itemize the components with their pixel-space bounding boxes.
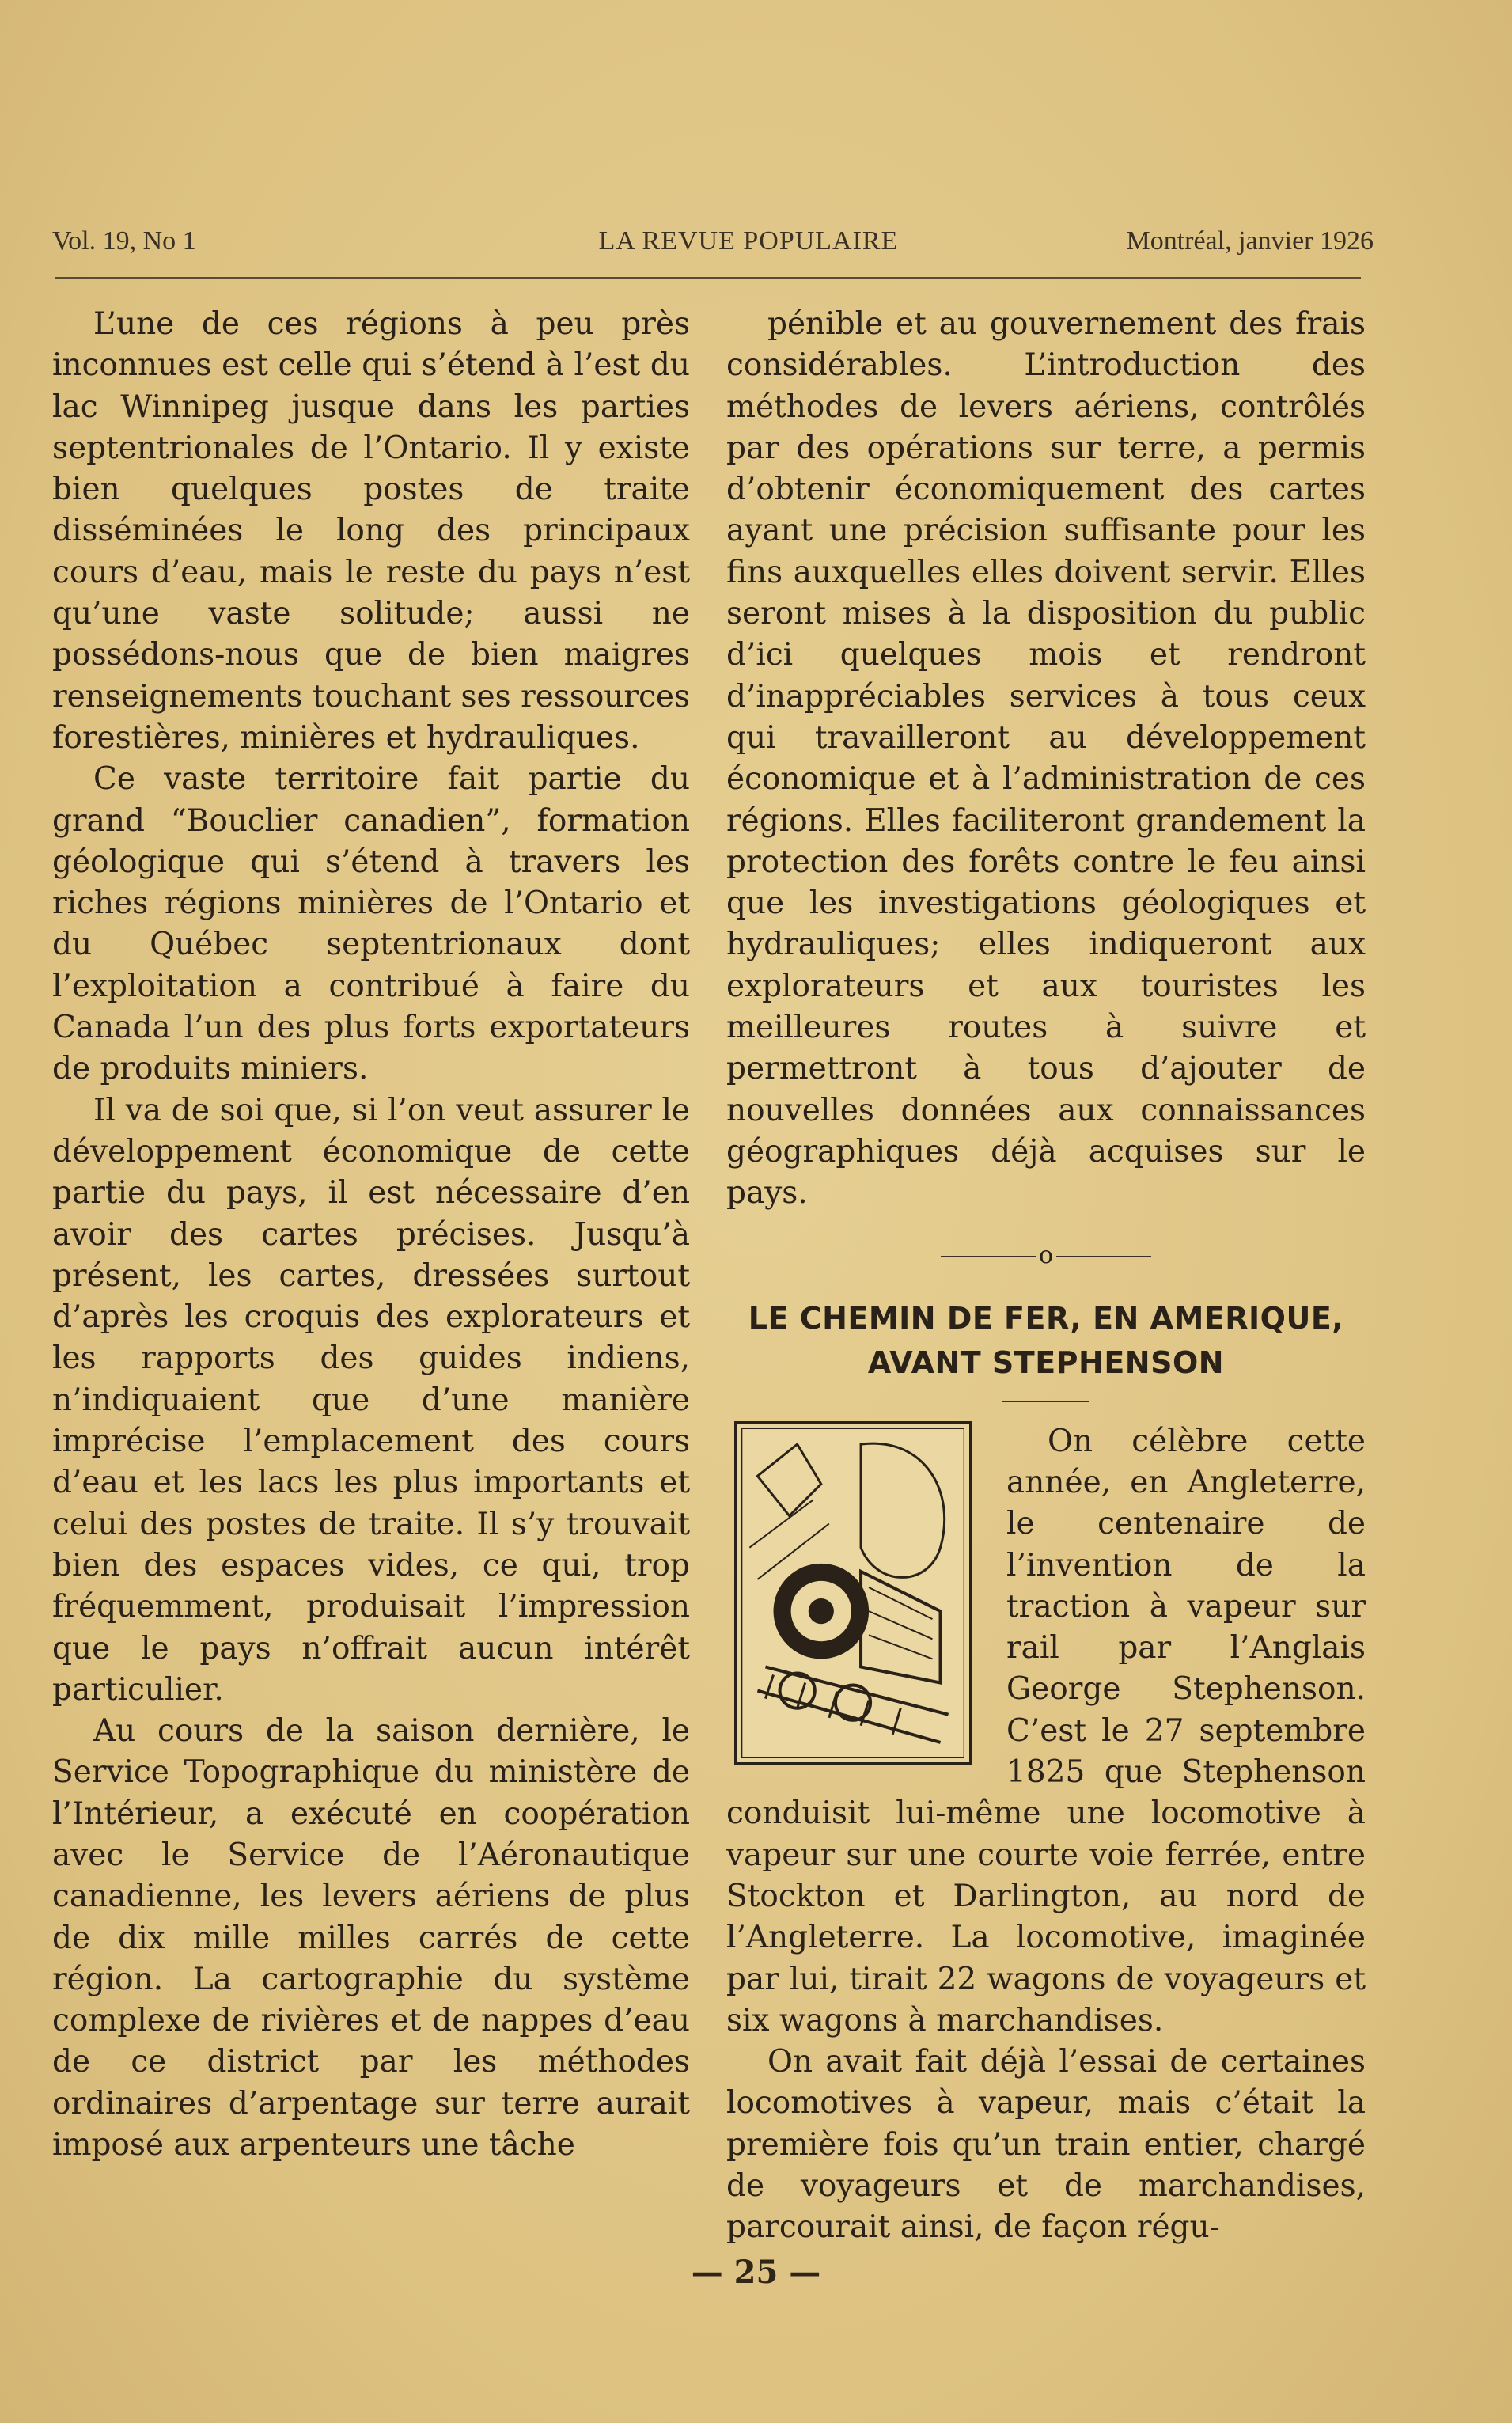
header-rule — [55, 277, 1361, 279]
headline-rule — [1002, 1401, 1089, 1402]
page-number: — 25 — — [691, 2254, 821, 2291]
right-column — [726, 304, 1366, 2249]
separator-line — [1056, 1256, 1151, 1257]
locomotive-drawing — [741, 1428, 964, 1758]
issue-date: Montréal, janvier 1926 — [1126, 226, 1374, 256]
paragraph: Ce vaste territoire fait partie du grand “Bouclier canadien”, formation géologique qui s’étend à travers les riches régions minières de l’Ontario et du Québec septentrionaux dont l’exploitation a contribué à faire du Canada l’un des plus forts exportateurs de produits miniers. — [52, 761, 690, 1087]
headline-line: AVANT STEPHENSON — [867, 1344, 1225, 1380]
headline-line: LE CHEMIN DE FER, EN AMERIQUE, — [748, 1300, 1344, 1336]
volume-number: Vol. 19, No 1 — [52, 226, 196, 256]
paragraph: L’une de ces régions à peu près inconnues est celle qui s’étend à l’est du lac Winnipeg jusque dans les parties septentrionales de l’Ontario. Il y existe bien quelques postes de traite disséminées le long des principaux cours d’eau, mais le reste du pays n’est qu’une vaste solitude; aussi ne possédons-nous que de bien maigres renseignements touchant ses ressources forestières, minières et hydrauliques. — [52, 306, 690, 756]
paragraph: Il va de soi que, si l’on veut assurer le développement économique de cette partie du pays, il est nécessaire d’en avoir des cartes précises. Jusqu’à présent, les cartes, dressées surtout d’après les croquis des explorateurs et les rapports des guides indiens, n’indiquaient que d’une manière imprécise l’emplacement des cours d’eau et les lacs les plus importants et celui des postes de traite. Il s’y trouvait bien des espaces vides, ce qui, trop fréquemment, produisait l’impression que le pays n’offrait aucun intérêt particulier. — [52, 1092, 690, 1708]
locomotive-illustration-icon — [734, 1421, 972, 1765]
paragraph: Au cours de la saison dernière, le Service Topographique du ministère de l’Intérieur, a exécuté en coopération avec le Service de l’Aéronautique canadienne, les levers aériens de plus de dix mille milles carrés de cette région. La cartographie du système complexe de rivières et de nappes d’eau de ce district par les méthodes ordinaires d’arpentage sur terre aurait imposé aux arpenteurs une tâche — [52, 1713, 690, 2163]
section-separator — [726, 1235, 1366, 1277]
paragraph: On célèbre cette année, en Angleterre, le centenaire de l’invention de la traction à vapeur sur rail par l’Anglais George Stephenson. C’est le 27 septembre 1825 que Stephenson conduisit lui-même une locomotive à vapeur sur une courte voie ferrée, entre Stockton et Darlington, au nord de l’Angleterre. La locomotive, imaginée par lui, tirait 22 wagons de voyageurs et six wagons à marchandises. — [726, 1423, 1366, 2038]
article-headline — [726, 1296, 1366, 1385]
left-column — [52, 304, 690, 2166]
publication-title: LA REVUE POPULAIRE — [598, 226, 899, 256]
separator-mark: o — [1038, 1242, 1054, 1270]
paragraph: pénible et au gouvernement des frais considérables. L’introduction des méthodes de levers aériens, contrôlés par des opérations sur terre, a permis d’obtenir économiquement des cartes ayant une précision suffisante pour les fins auxquelles elles doivent servir. Elles seront mises à la disposition du public d’ici quelques mois et rendront d’inappréciables services à tous ceux qui travailleront au développement économique et à l’administration de ces régions. Elles faciliteront grandement la protection des forêts contre le feu ainsi que les investigations géologiques et hydrauliques; elles indiqueront aux explorateurs et aux touristes les meilleures routes à suivre et permettront à tous d’ajouter de nouvelles données aux connaissances géographiques déjà acquises sur le pays. — [726, 306, 1366, 1212]
running-header — [52, 222, 1374, 266]
paragraph: On avait fait déjà l’essai de certaines locomotives à vapeur, mais c’était la première fois qu’un train entier, chargé de voyageurs et de marchandises, parcourait ainsi, de façon régu- — [726, 2044, 1366, 2246]
separator-line — [941, 1256, 1036, 1257]
